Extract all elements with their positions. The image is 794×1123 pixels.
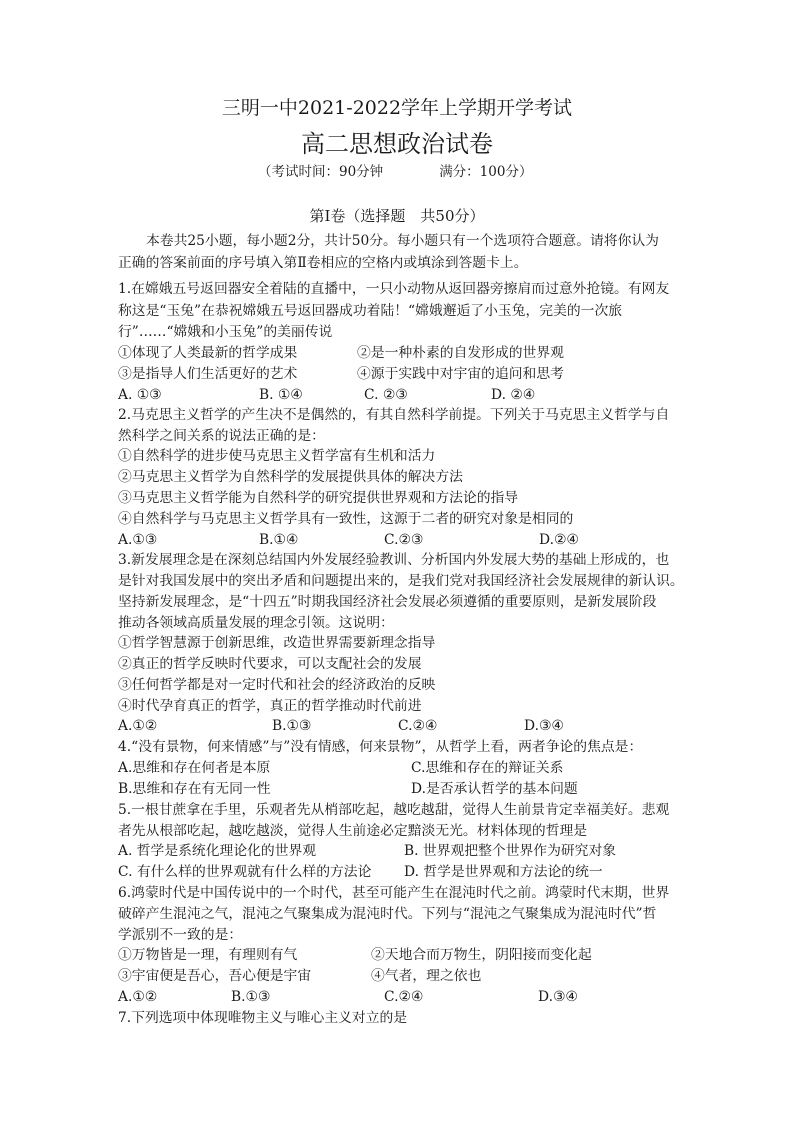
q1-answer-d: D. ②④	[491, 387, 536, 403]
exam-score: 满分：100分）	[439, 164, 533, 180]
exam-time: （考试时间：90分钟	[258, 164, 384, 180]
q3-option: ③任何哲学都是对一定时代和社会的经济政治的反映	[118, 677, 436, 693]
q2-stem-line: 2.马克思主义哲学的产生决不是偶然的，有其自然科学前提。下列关于马克思主义哲学与自	[118, 407, 670, 423]
q2-option: ④自然科学与马克思主义哲学具有一致性，这源于二者的研究对象是相同的	[118, 511, 574, 527]
q4-option-b: B.思维和存在有无同一性	[118, 781, 271, 797]
q6-option: ①万物皆是一理，有理则有气	[118, 947, 298, 963]
q5-option-a: A. 哲学是系统化理论化的世界观	[118, 843, 317, 859]
q2-answer-c: C.②③	[384, 532, 424, 548]
q4-option-a: A.思维和存在何者是本原	[118, 760, 271, 776]
q5-stem-line: 5.一根甘蔗拿在手里，乐观者先从梢部吃起，越吃越甜，觉得人生前景肯定幸福美好。悲观	[118, 802, 670, 818]
q6-stem-line: 学派别不一致的是：	[118, 927, 243, 943]
q1-answer-c: C. ②③	[364, 387, 408, 403]
q6-option: ③宇宙便是吾心，吾心便是宇宙	[118, 968, 312, 984]
q2-stem-line: 然科学之间关系的说法正确的是：	[118, 428, 325, 444]
q1-answer-b: B. ①④	[259, 387, 303, 403]
section-intro-line: 正确的答案前面的序号填入第Ⅱ卷相应的空格内或填涂到答题卡上。	[118, 255, 528, 271]
q7-stem: 7.下列选项中体现唯物主义与唯心主义对立的是	[118, 1010, 408, 1026]
q3-stem-line: 推动各领域高质量发展的理念引领。这说明：	[118, 615, 394, 631]
section-title: 第Ⅰ卷（选择题 共50分）	[309, 207, 485, 225]
q6-option: ④气者，理之依也	[371, 968, 482, 984]
q3-option: ④时代孕育真正的哲学，真正的哲学推动时代前进	[118, 698, 422, 714]
q6-answer-d: D.③④	[538, 989, 578, 1005]
q3-answer-c: C.②④	[398, 718, 438, 734]
q1-option: ③是指导人们生活更好的艺术	[118, 366, 298, 382]
q4-stem: 4.“没有景物，何来情感”与”没有情感，何来景物”，从哲学上看，两者争论的焦点是：	[118, 739, 643, 755]
q5-option-b: B. 世界观把整个世界作为研究对象	[404, 843, 617, 859]
q1-option: ④源于实践中对宇宙的追问和思考	[357, 366, 564, 382]
q2-answer-b: B.①④	[259, 532, 299, 548]
q5-option-d: D. 哲学是世界观和方法论的统一	[404, 864, 603, 880]
q1-answer-a: A. ①③	[118, 387, 162, 403]
q2-option: ①自然科学的进步使马克思主义哲学富有生机和活力	[118, 448, 436, 464]
q3-option: ①哲学智慧源于创新思维，改造世界需要新理念指导	[118, 635, 436, 651]
q6-stem-line: 破碎产生混沌之气，混沌之气聚集成为混沌时代。下列与“混沌之气聚集成为混沌时代”哲	[118, 906, 657, 922]
q1-option: ①体现了人类最新的哲学成果	[118, 345, 298, 361]
exam-subtitle: 高二思想政治试卷	[301, 130, 493, 158]
q3-answer-b: B.①③	[272, 718, 312, 734]
q3-answer-d: D.③④	[524, 718, 564, 734]
q1-option: ②是一种朴素的自发形成的世界观	[357, 345, 564, 361]
q6-answer-b: B.①③	[231, 989, 271, 1005]
q3-stem-line: 坚持新发展理念，是“十四五”时期我国经济社会发展必须遵循的重要原则，是新发展阶段	[118, 594, 657, 610]
q4-option-c: C.思维和存在的辩证关系	[411, 760, 564, 776]
q6-stem-line: 6.鸿蒙时代是中国传说中的一个时代，甚至可能产生在混沌时代之前。鸿蒙时代末期，世界	[118, 885, 670, 901]
q1-stem-line: 1.在嫦娥五号返回器安全着陆的直播中，一只小动物从返回器旁擦肩而过意外抢镜。有网友	[118, 281, 670, 297]
q2-answer-a: A.①③	[118, 532, 158, 548]
q3-answer-a: A.①②	[118, 718, 158, 734]
q3-stem-line: 3.新发展理念是在深刻总结国内外发展经验教训、分析国内外发展大势的基础上形成的，也	[118, 552, 670, 568]
q1-stem-line: 称这是“玉兔”在恭祝嫦娥五号返回器成功着陆！“嫦娥邂逅了小玉兔，完美的一次旅	[118, 303, 623, 319]
exam-meta	[258, 163, 532, 181]
q5-stem-line: 者先从根部吃起，越吃越淡，觉得人生前途必定黯淡无光。材料体现的哲理是	[118, 823, 588, 839]
q6-answer-c: C.②④	[384, 989, 424, 1005]
section-intro-line: 本卷共25小题，每小题2分，共计50分。每小题只有一个选项符合题意。请将你认为	[146, 233, 659, 249]
exam-title: 三明一中2021-2022学年上学期开学考试	[221, 97, 573, 119]
q2-answer-d: D.②④	[539, 532, 579, 548]
q3-option: ②真正的哲学反映时代要求，可以支配社会的发展	[118, 656, 422, 672]
q6-answer-a: A.①②	[118, 989, 158, 1005]
q5-option-c: C. 有什么样的世界观就有什么样的方法论	[118, 864, 372, 880]
q6-option: ②天地合而万物生，阴阳接而变化起	[371, 947, 592, 963]
q2-option: ②马克思主义哲学为自然科学的发展提供具体的解决方法	[118, 469, 463, 485]
q4-option-d: D.是否承认哲学的基本问题	[411, 781, 578, 797]
q2-option: ③马克思主义哲学能为自然科学的研究提供世界观和方法论的指导	[118, 490, 519, 506]
q3-stem-line: 是针对我国发展中的突出矛盾和问题提出来的，是我们党对我国经济社会发展规律的新认识。	[118, 573, 684, 589]
q1-stem-line: 行”……“嫦娥和小玉兔”的美丽传说	[118, 324, 333, 340]
